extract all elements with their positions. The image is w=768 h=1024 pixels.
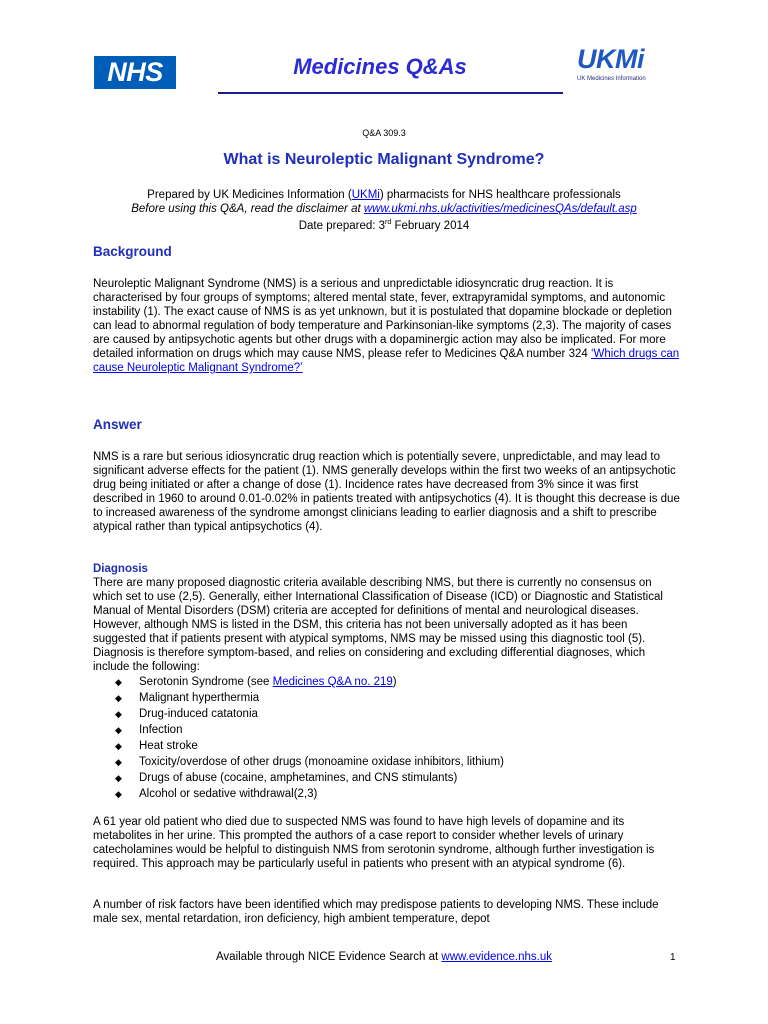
page-number: 1	[670, 952, 676, 963]
list-item	[115, 770, 504, 786]
list-item-label-end: )	[392, 676, 397, 688]
list-item-text: Malignant hyperthermia	[139, 692, 260, 704]
bullet-icon: ◆	[115, 709, 122, 719]
list-item	[115, 674, 504, 690]
list-item-text: Drugs of abuse (cocaine, amphetamines, and CNS stimulants)	[139, 772, 458, 784]
bullet-icon: ◆	[115, 789, 122, 799]
list-item	[115, 706, 504, 722]
diagnosis-paragraph: There are many proposed diagnostic criteria available describing NMS, but there is currently no consensus on which set to use (2,5). Generally, either International Classification of Disease (ICD) or Diagnostic and Statistical Manual of Mental Disorders (DSM) criteria are accepted for definitions of mental and neurological diseases. However, although NMS is listed in the DSM, this criteria has not been universally adopted as it has been suggested that if patients present with atypical symptoms, NMS may be missed using this diagnostic tool (5). Diagnosis is therefore symptom-based, and relies on considering and excluding differential diagnoses, which include the following:	[93, 577, 663, 673]
list-item-text: Heat stroke	[139, 740, 198, 752]
qa-number: Q&A 309.3	[362, 128, 406, 138]
diagnosis-section	[93, 562, 683, 674]
list-item-text: Toxicity/overdose of other drugs (monoamine oxidase inhibitors, lithium)	[139, 756, 504, 768]
list-item	[115, 738, 504, 754]
evidence-link[interactable]: www.evidence.nhs.uk	[441, 951, 553, 963]
list-item-text	[139, 674, 397, 690]
related-qa-link[interactable]: ‘Which drugs can cause Neuroleptic Malignant Syndrome?’	[93, 348, 680, 374]
answer-paragraph: NMS is a rare but serious idiosyncratic drug reaction which is potentially severe, unpredictable, and may lead to significant adverse effects for the patient (1). NMS generally develops within the first two weeks of an antipsychotic drug being initiated or after a change of dose (1). Incidence rates have decreased from 3% since it was first described in 1960 to around 0.01-0.02% in patients treated with antipsychotics (4). It is thought this decrease is due to increased awareness of the syndrome amongst clinicians leading to earlier diagnosis and a shift to prescribe atypical rather than typical antipsychotics (4).	[93, 451, 680, 533]
date-text: Date prepared: 3	[298, 219, 386, 232]
bullet-icon: ◆	[115, 693, 122, 703]
bullet-icon: ◆	[115, 773, 122, 783]
list-item	[115, 690, 504, 706]
date-text-end: February 2014	[391, 219, 470, 232]
footer-text: Available through NICE Evidence Search at	[215, 951, 442, 963]
background-text: Neuroleptic Malignant Syndrome (NMS) is a serious and unpredictable idiosyncratic drug reaction. It is characterised by four groups of symptoms; altered mental state, fever, extrapyramidal symptoms, and autonomic instability (1). The exact cause of NMS is as yet unknown, but it is postulated that dopamine blockade or depletion can lead to abnormal regulation of body temperature and Parkinsonian-like symptoms (2,3). The majority of cases are caused by antipsychotic agents but other drugs with a dopaminergic action may also be implicated. For more detailed information on drugs which may cause NMS, please refer to Medicines Q&A number 324	[93, 278, 672, 360]
list-item	[115, 754, 504, 770]
serotonin-qa-link[interactable]: Medicines Q&A no. 219	[272, 676, 393, 688]
list-item-text: Drug-induced catatonia	[139, 708, 258, 720]
list-item-text: Alcohol or sedative withdrawal(2,3)	[139, 788, 318, 800]
ukmi-logo-text: UKMi	[577, 44, 644, 74]
background-paragraph	[93, 277, 683, 375]
background-heading: Background	[93, 244, 172, 259]
bullet-icon: ◆	[115, 757, 122, 767]
bullet-icon: ◆	[115, 741, 122, 751]
prepared-text: Prepared by UK Medicines Information (	[147, 189, 352, 201]
prepared-by-block	[0, 188, 768, 233]
disclaimer-text: Before using this Q&A, read the disclaimer at	[131, 203, 364, 215]
list-item-label: Serotonin Syndrome (see	[139, 676, 273, 688]
list-item	[115, 722, 504, 738]
diagnosis-heading: Diagnosis	[93, 563, 148, 575]
ukmi-logo	[577, 44, 667, 90]
ukmi-logo-subtitle: UK Medicines Information	[577, 76, 646, 82]
date-ordinal: rd	[385, 219, 392, 226]
disclaimer-link[interactable]: www.ukmi.nhs.uk/activities/medicinesQAs/default.asp	[363, 203, 637, 215]
header-divider	[218, 92, 563, 94]
disclaimer-line	[0, 202, 768, 216]
risk-factors-paragraph: A number of risk factors have been identified which may predispose patients to developing NMS. These include male sex, mental retardation, iron deficiency, high ambient temperature, depot	[93, 899, 659, 925]
list-item	[115, 786, 504, 802]
ukmi-link[interactable]: UKMi	[351, 189, 380, 201]
footer	[0, 951, 768, 963]
differential-diagnoses-list	[115, 674, 504, 802]
case-report-paragraph: A 61 year old patient who died due to suspected NMS was found to have high levels of dopamine and its metabolites in her urine. This prompted the authors of a case report to consider whether levels of urinary catecholamines would be helpful to distinguish NMS from serotonin syndrome, although further investigation is required. This approach may be particularly useful in patients who present with an atypical syndrome (6).	[93, 816, 655, 870]
prepared-text-end: ) pharmacists for NHS healthcare professionals	[379, 189, 621, 201]
document-series-title: Medicines Q&As	[293, 54, 467, 79]
list-item-text: Infection	[139, 724, 183, 736]
bullet-icon: ◆	[115, 725, 122, 735]
date-prepared	[0, 216, 768, 233]
nhs-logo: NHS	[94, 56, 176, 89]
prepared-line	[0, 188, 768, 202]
answer-heading: Answer	[93, 417, 142, 432]
page-title: What is Neuroleptic Malignant Syndrome?	[223, 151, 545, 168]
bullet-icon: ◆	[115, 677, 122, 687]
